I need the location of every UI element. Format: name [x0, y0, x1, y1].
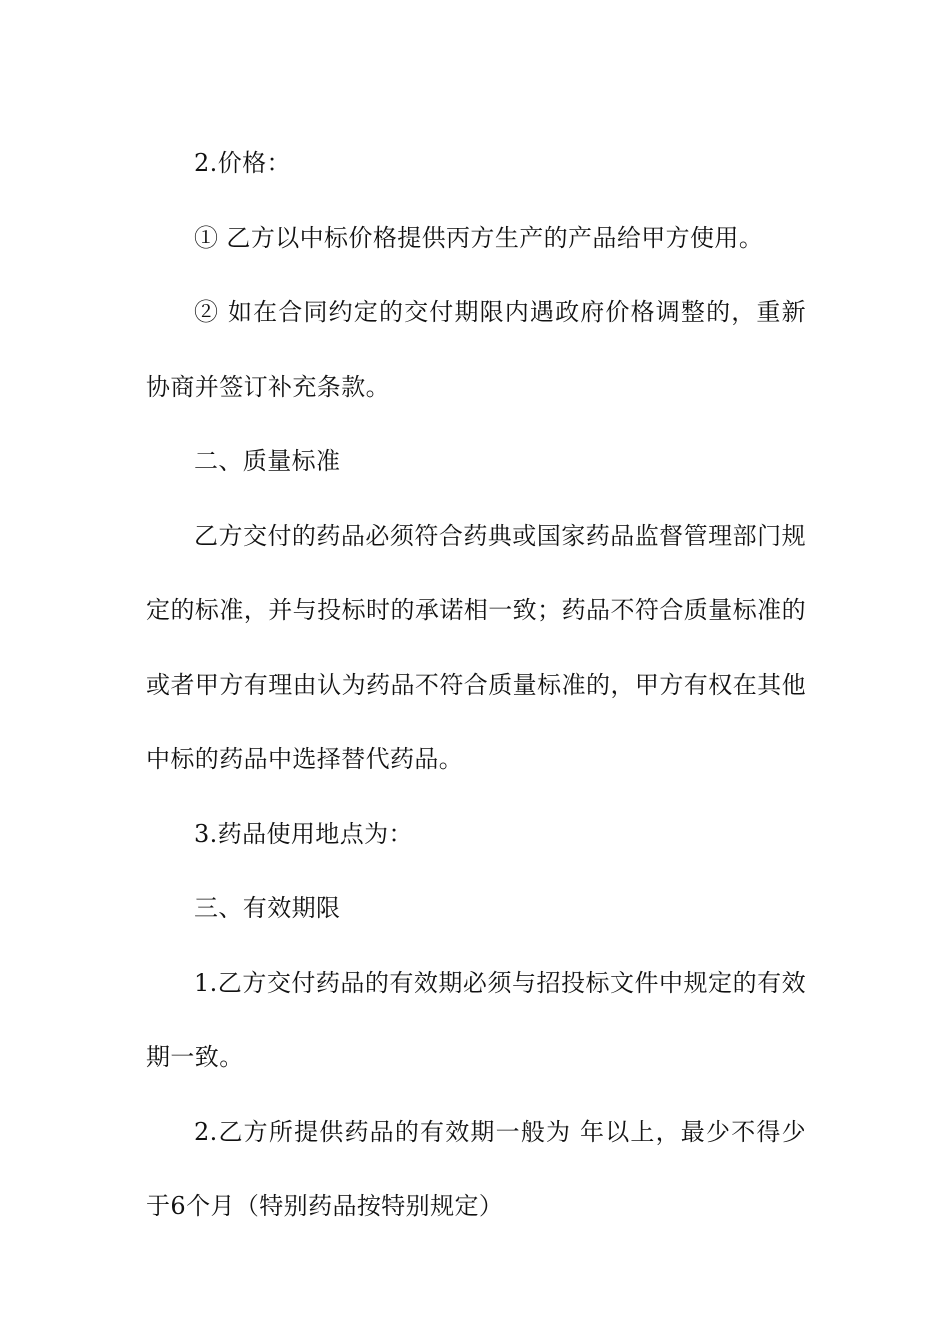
section-3-heading: 三、有效期限	[194, 894, 341, 922]
section-2-heading: 二、质量标准	[194, 447, 341, 475]
price-item-2: ② 如在合同约定的交付期限内遇政府价格调整的，重新协商并签订补充条款。	[146, 298, 806, 401]
price-item-1: ① 乙方以中标价格提供丙方生产的产品给甲方使用。	[194, 223, 764, 252]
usage-location: 3.药品使用地点为：	[194, 819, 413, 848]
validity-item-1: 1.乙方交付药品的有效期必须与招投标文件中规定的有效期一致。	[146, 968, 806, 1071]
document-body	[146, 126, 806, 1244]
quality-body: 乙方交付的药品必须符合药典或国家药品监督管理部门规定的标准，并与投标时的承诺相一致；药品不符合质量标准的或者甲方有理由认为药品不符合质量标准的，甲方有权在其他中标的药品中选择替代药品。	[146, 521, 806, 773]
validity-item-2: 2.乙方所提供药品的有效期一般为 年以上，最少不得少于6个月（特别药品按特别规定）	[146, 1117, 806, 1220]
price-heading: 2.价格：	[194, 149, 291, 177]
